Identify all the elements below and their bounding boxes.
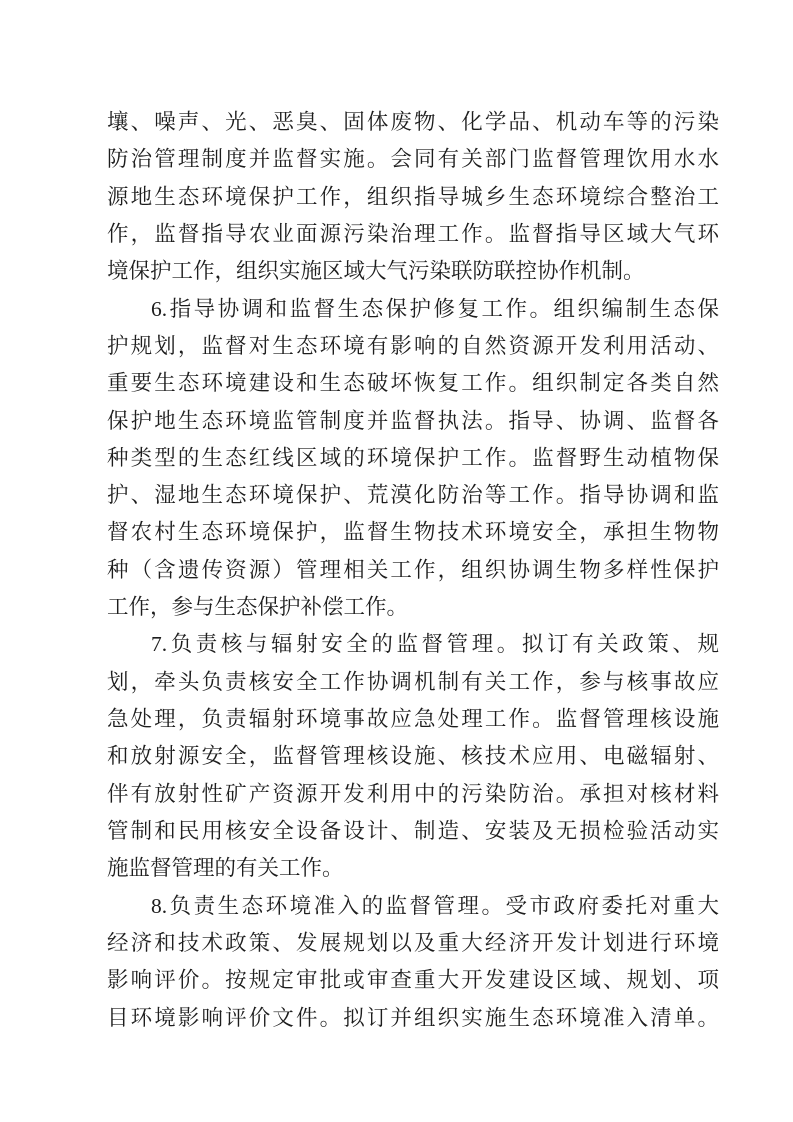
text-line: 护规划，监督对生态环境有影响的自然资源开发利用活动、 xyxy=(107,333,719,358)
text-line: 防治管理制度并监督实施。会同有关部门监督管理饮用水水 xyxy=(107,147,719,172)
text-line: 划，牵头负责核安全工作协调机制有关工作，参与核事故应 xyxy=(107,669,719,694)
text-line: 源地生态环境保护工作，组织指导城乡生态环境综合整治工 xyxy=(107,184,719,209)
paragraph xyxy=(107,626,719,887)
text-line: 护、湿地生态环境保护、荒漠化防治等工作。指导协调和监 xyxy=(107,483,719,508)
text-line: 种类型的生态红线区域的环境保护工作。监督野生动植物保 xyxy=(107,445,719,470)
text-line: 7.负责核与辐射安全的监督管理。拟订有关政策、规 xyxy=(151,632,719,657)
text-line: 境保护工作，组织实施区域大气污染联防联控协作机制。 xyxy=(107,259,645,284)
text-line: 种（含遗传资源）管理相关工作，组织协调生物多样性保护 xyxy=(107,557,719,582)
text-line: 保护地生态环境监管制度并监督执法。指导、协调、监督各 xyxy=(107,408,719,433)
paragraph xyxy=(107,104,719,291)
document-body xyxy=(107,104,719,1037)
text-line: 目环境影响评价文件。拟订并组织实施生态环境准入清单。 xyxy=(107,1005,719,1030)
text-line: 管制和民用核安全设备设计、制造、安装及无损检验活动实 xyxy=(107,818,719,843)
text-line: 急处理，负责辐射环境事故应急处理工作。监督管理核设施 xyxy=(107,707,719,731)
text-line: 和放射源安全，监督管理核设施、核技术应用、电磁辐射、 xyxy=(107,744,719,769)
text-line: 8.负责生态环境准入的监督管理。受市政府委托对重大 xyxy=(151,893,719,918)
text-line: 经济和技术政策、发展规划以及重大经济开发计划进行环境 xyxy=(107,930,719,955)
text-line: 作，监督指导农业面源污染治理工作。监督指导区域大气环 xyxy=(107,221,719,246)
text-line: 工作，参与生态保护补偿工作。 xyxy=(107,595,409,620)
text-line: 督农村生态环境保护，监督生物技术环境安全，承担生物物 xyxy=(107,520,719,545)
paragraph xyxy=(107,291,719,627)
text-line: 重要生态环境建设和生态破坏恢复工作。组织制定各类自然 xyxy=(107,371,719,396)
text-line: 施监督管理的有关工作。 xyxy=(107,856,344,881)
paragraph xyxy=(107,888,719,1037)
text-line: 伴有放射性矿产资源开发利用中的污染防治。承担对核材料 xyxy=(107,781,719,806)
text-line: 影响评价。按规定审批或审查重大开发建设区域、规划、项 xyxy=(107,968,719,993)
text-line: 壤、噪声、光、恶臭、固体废物、化学品、机动车等的污染 xyxy=(107,110,719,134)
text-line: 6.指导协调和监督生态保护修复工作。组织编制生态保 xyxy=(151,296,719,321)
